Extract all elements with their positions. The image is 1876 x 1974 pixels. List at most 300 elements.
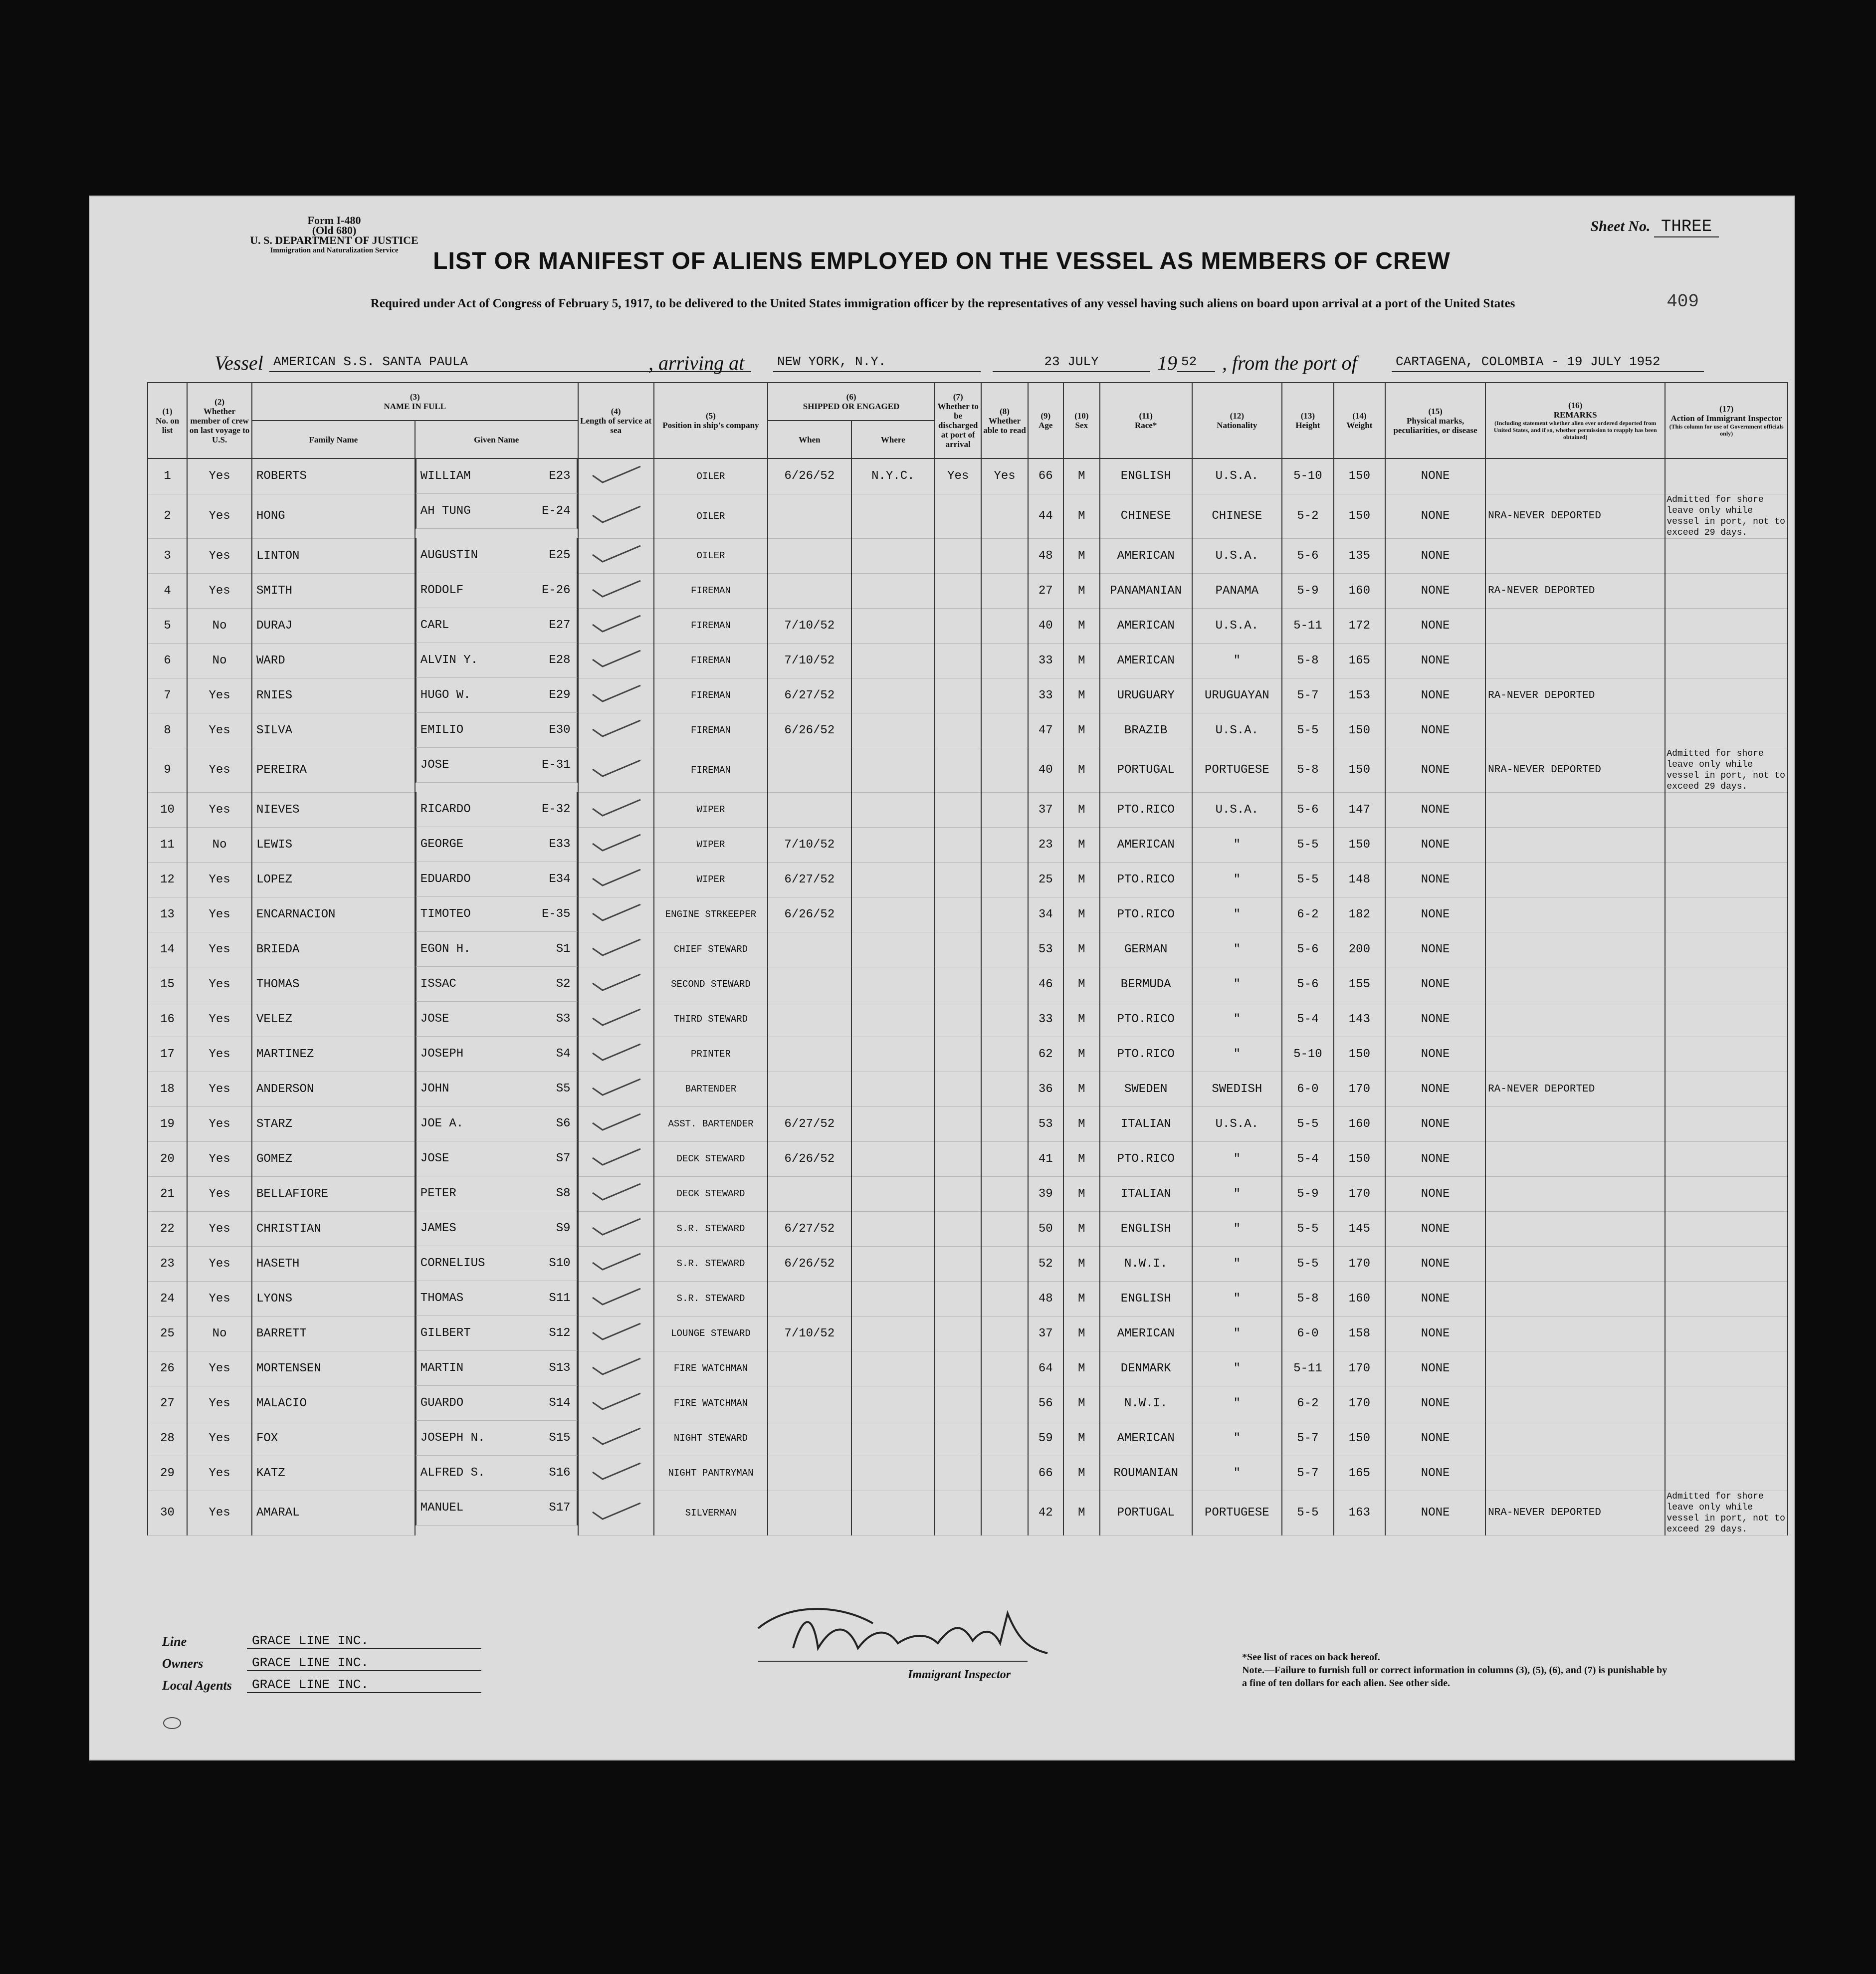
cell-row-number: 19 (148, 1106, 187, 1141)
cell-sex: M (1063, 792, 1100, 827)
cell-physical-marks: NONE (1385, 1037, 1485, 1072)
cell-row-number: 16 (148, 1002, 187, 1037)
cell-remarks: RA-NEVER DEPORTED (1485, 573, 1665, 608)
cell-discharged (935, 792, 981, 827)
cell-physical-marks: NONE (1385, 713, 1485, 748)
sheet-number (1590, 218, 1719, 236)
cell-able-to-read (981, 713, 1028, 748)
cell-family-name: LINTON (252, 538, 415, 573)
cell-physical-marks: NONE (1385, 932, 1485, 967)
cell-height: 5-5 (1282, 713, 1334, 748)
table-row (148, 1281, 1788, 1316)
cell-given-name (416, 862, 578, 897)
inspector-label: Immigrant Inspector (908, 1668, 1011, 1681)
cell-family-name: AMARAL (252, 1491, 415, 1535)
crew-code: S2 (556, 977, 571, 991)
cell-height: 5-5 (1282, 1491, 1334, 1535)
cell-nationality: " (1192, 1351, 1282, 1386)
cell-inspector-action (1665, 643, 1788, 678)
cell-height: 5-6 (1282, 538, 1334, 573)
cell-sex: M (1063, 1176, 1100, 1211)
cell-sex: M (1063, 827, 1100, 862)
cell-age: 64 (1028, 1351, 1063, 1386)
cell-crew-member: Yes (187, 494, 252, 538)
service: Immigration and Naturalization Service (270, 246, 399, 254)
voyage-line (214, 346, 1721, 374)
cell-physical-marks: NONE (1385, 1176, 1485, 1211)
cell-row-number: 6 (148, 643, 187, 678)
cell-able-to-read (981, 643, 1028, 678)
cell-nationality: U.S.A. (1192, 538, 1282, 573)
cell-shipped-where (851, 1281, 935, 1316)
cell-able-to-read (981, 1316, 1028, 1351)
col-remarks-header: (16) REMARKS (Including statement whether alien ever ordered deported from United States, and if so, whether permission to reapply has been obtained) (1485, 383, 1665, 458)
cell-position: ASST. BARTENDER (654, 1106, 768, 1141)
cell-row-number: 25 (148, 1316, 187, 1351)
cell-inspector-action (1665, 1211, 1788, 1246)
cell-sex: M (1063, 1316, 1100, 1351)
cell-remarks (1485, 862, 1665, 897)
cell-row-number: 1 (148, 458, 187, 494)
crew-code: S10 (549, 1257, 571, 1270)
cell-row-number: 2 (148, 494, 187, 538)
cell-physical-marks: NONE (1385, 827, 1485, 862)
cell-age: 39 (1028, 1176, 1063, 1211)
cell-shipped-where (851, 1491, 935, 1535)
cell-family-name: BELLAFIORE (252, 1176, 415, 1211)
cell-given-name (416, 1281, 578, 1316)
cell-sex: M (1063, 608, 1100, 643)
cell-able-to-read (981, 748, 1028, 792)
cell-age: 33 (1028, 1002, 1063, 1037)
given-name-text: MANUEL (420, 1501, 464, 1515)
cell-family-name: NIEVES (252, 792, 415, 827)
cell-weight: 148 (1334, 862, 1386, 897)
cell-inspector-action (1665, 1072, 1788, 1106)
cell-physical-marks: NONE (1385, 1351, 1485, 1386)
cell-given-name (416, 967, 578, 1002)
col-number-header: (1) No. on list (148, 383, 187, 458)
cell-position: NIGHT STEWARD (654, 1421, 768, 1456)
cell-weight: 172 (1334, 608, 1386, 643)
cell-service-length (578, 827, 654, 862)
checkmark-icon (589, 868, 643, 887)
cell-race: AMERICAN (1100, 827, 1192, 862)
cell-row-number: 27 (148, 1386, 187, 1421)
given-name-text: EMILIO (420, 723, 464, 737)
cell-shipped-when (768, 494, 851, 538)
cell-weight: 145 (1334, 1211, 1386, 1246)
cell-weight: 200 (1334, 932, 1386, 967)
owners-value: GRACE LINE INC. (247, 1655, 481, 1671)
given-name-text: GEORGE (420, 838, 464, 851)
page-title: LIST OR MANIFEST OF ALIENS EMPLOYED ON THE VESSEL AS MEMBERS OF CREW (433, 248, 1451, 274)
cell-service-length (578, 643, 654, 678)
cell-remarks (1485, 538, 1665, 573)
cell-shipped-where (851, 1037, 935, 1072)
cell-race: PTO.RICO (1100, 862, 1192, 897)
cell-age: 50 (1028, 1211, 1063, 1246)
checkmark-icon (589, 544, 643, 564)
vessel-label: Vessel (214, 352, 263, 374)
cell-nationality: PORTUGESE (1192, 748, 1282, 792)
cell-family-name: LOPEZ (252, 862, 415, 897)
crew-table (147, 382, 1788, 1535)
cell-remarks: RA-NEVER DEPORTED (1485, 678, 1665, 713)
cell-position: PRINTER (654, 1037, 768, 1072)
cell-nationality: " (1192, 932, 1282, 967)
cell-row-number: 10 (148, 792, 187, 827)
crew-code: S8 (556, 1187, 571, 1200)
given-name-text: TIMOTEO (420, 907, 471, 921)
cell-sex: M (1063, 862, 1100, 897)
cell-remarks (1485, 1176, 1665, 1211)
cell-position: LOUNGE STEWARD (654, 1316, 768, 1351)
crew-code: E25 (549, 549, 571, 562)
cell-sex: M (1063, 678, 1100, 713)
cell-physical-marks: NONE (1385, 1456, 1485, 1491)
cell-position: FIREMAN (654, 643, 768, 678)
cell-race: ENGLISH (1100, 1211, 1192, 1246)
cell-race: AMERICAN (1100, 1421, 1192, 1456)
cell-family-name: MORTENSEN (252, 1351, 415, 1386)
cell-family-name: LEWIS (252, 827, 415, 862)
cell-physical-marks: NONE (1385, 494, 1485, 538)
table-row (148, 932, 1788, 967)
table-row (148, 967, 1788, 1002)
cell-service-length (578, 494, 654, 538)
cell-given-name (416, 494, 578, 529)
cell-discharged (935, 538, 981, 573)
cell-shipped-when: 7/10/52 (768, 1316, 851, 1351)
table-row (148, 792, 1788, 827)
cell-crew-member: Yes (187, 1176, 252, 1211)
cell-inspector-action: Admitted for shore leave only while vessel in port, not to exceed 29 days. (1665, 494, 1788, 538)
cell-age: 66 (1028, 458, 1063, 494)
table-row (148, 1002, 1788, 1037)
cell-nationality: " (1192, 967, 1282, 1002)
given-name-text: THOMAS (420, 1292, 464, 1305)
cell-age: 48 (1028, 538, 1063, 573)
cell-weight: 170 (1334, 1386, 1386, 1421)
given-name-text: ALFRED S. (420, 1466, 485, 1480)
cell-race: AMERICAN (1100, 608, 1192, 643)
cell-race: PTO.RICO (1100, 1037, 1192, 1072)
cell-race: PTO.RICO (1100, 897, 1192, 932)
cell-race: PTO.RICO (1100, 1002, 1192, 1037)
table-row (148, 1211, 1788, 1246)
cell-given-name (416, 1421, 578, 1456)
given-name-text: WILLIAM (420, 469, 471, 483)
cell-position: DECK STEWARD (654, 1176, 768, 1211)
cell-inspector-action (1665, 1141, 1788, 1176)
cell-shipped-where (851, 1106, 935, 1141)
cell-remarks (1485, 1246, 1665, 1281)
cell-family-name: SILVA (252, 713, 415, 748)
page-subtitle: Required under Act of Congress of February 5, 1917, to be delivered to the United States immigration officer by the representatives of any vessel having such aliens on board upon arrival at a port of the United States (370, 297, 1515, 310)
cell-given-name (416, 1176, 578, 1211)
given-name-text: AH TUNG (420, 504, 471, 518)
cell-sex: M (1063, 1246, 1100, 1281)
cell-able-to-read (981, 538, 1028, 573)
cell-family-name: MARTINEZ (252, 1037, 415, 1072)
cell-crew-member: No (187, 643, 252, 678)
cell-shipped-when: 6/26/52 (768, 1141, 851, 1176)
cell-weight: 170 (1334, 1351, 1386, 1386)
cell-height: 5-11 (1282, 1351, 1334, 1386)
checkmark-icon (589, 1252, 643, 1272)
cell-shipped-where (851, 1351, 935, 1386)
cell-age: 53 (1028, 932, 1063, 967)
cell-service-length (578, 1176, 654, 1211)
given-name-text: JOSE (420, 758, 449, 772)
cell-position: ENGINE STRKEEPER (654, 897, 768, 932)
cell-position: FIREMAN (654, 748, 768, 792)
cell-weight: 182 (1334, 897, 1386, 932)
given-name-text: ISSAC (420, 977, 456, 991)
crew-code: S6 (556, 1117, 571, 1130)
cell-shipped-where (851, 967, 935, 1002)
cell-physical-marks: NONE (1385, 1421, 1485, 1456)
given-name-text: GILBERT (420, 1326, 471, 1340)
cell-height: 5-4 (1282, 1141, 1334, 1176)
cell-race: BRAZIB (1100, 713, 1192, 748)
crew-code: E33 (549, 838, 571, 851)
col-name-header: (3) NAME IN FULL (252, 383, 578, 421)
crew-code: E28 (549, 654, 571, 667)
cell-physical-marks: NONE (1385, 1106, 1485, 1141)
cell-row-number: 7 (148, 678, 187, 713)
crew-code: E29 (549, 688, 571, 702)
table-row (148, 538, 1788, 573)
cell-service-length (578, 1072, 654, 1106)
form-number: Form I-480 (307, 214, 361, 226)
cell-height: 5-7 (1282, 678, 1334, 713)
cell-crew-member: No (187, 1316, 252, 1351)
cell-able-to-read (981, 792, 1028, 827)
given-name-text: JOSE (420, 1152, 449, 1165)
col-crew-header: (2) Whether member of crew on last voyage to U.S. (187, 383, 252, 458)
cell-height: 5-5 (1282, 862, 1334, 897)
cell-shipped-when (768, 538, 851, 573)
cell-shipped-where (851, 1421, 935, 1456)
cell-row-number: 18 (148, 1072, 187, 1106)
cell-discharged (935, 1072, 981, 1106)
cell-nationality: PORTUGESE (1192, 1491, 1282, 1535)
cell-physical-marks: NONE (1385, 1002, 1485, 1037)
cell-crew-member: Yes (187, 1386, 252, 1421)
checkmark-icon (589, 1077, 643, 1097)
cell-able-to-read (981, 1141, 1028, 1176)
cell-remarks (1485, 1211, 1665, 1246)
cell-able-to-read (981, 1211, 1028, 1246)
checkmark-icon (589, 902, 643, 922)
cell-shipped-when: 7/10/52 (768, 643, 851, 678)
cell-height: 5-8 (1282, 643, 1334, 678)
cell-service-length (578, 1037, 654, 1072)
cell-position: S.R. STEWARD (654, 1246, 768, 1281)
cell-crew-member: Yes (187, 1281, 252, 1316)
checkmark-icon (589, 1042, 643, 1062)
given-name-text: JOE A. (420, 1117, 464, 1130)
cell-height: 5-5 (1282, 1106, 1334, 1141)
cell-position: THIRD STEWARD (654, 1002, 768, 1037)
cell-able-to-read (981, 1072, 1028, 1106)
cell-shipped-where (851, 792, 935, 827)
cell-position: FIRE WATCHMAN (654, 1386, 768, 1421)
cell-shipped-when (768, 1037, 851, 1072)
cell-remarks (1485, 932, 1665, 967)
col-read-header: (8) Whether able to read (981, 383, 1028, 458)
cell-given-name (416, 827, 578, 862)
col-nationality-header: (12) Nationality (1192, 383, 1282, 458)
cell-nationality: U.S.A. (1192, 792, 1282, 827)
checkmark-icon (589, 833, 643, 853)
cell-physical-marks: NONE (1385, 1072, 1485, 1106)
cell-able-to-read (981, 967, 1028, 1002)
table-row (148, 458, 1788, 494)
cell-height: 5-5 (1282, 1246, 1334, 1281)
cell-shipped-when: 7/10/52 (768, 827, 851, 862)
cell-height: 5-9 (1282, 573, 1334, 608)
cell-height: 5-7 (1282, 1421, 1334, 1456)
table-row (148, 1037, 1788, 1072)
cell-row-number: 28 (148, 1421, 187, 1456)
cell-race: N.W.I. (1100, 1386, 1192, 1421)
cell-race: DENMARK (1100, 1351, 1192, 1386)
cell-remarks: RA-NEVER DEPORTED (1485, 1072, 1665, 1106)
cell-sex: M (1063, 748, 1100, 792)
cell-shipped-where (851, 1141, 935, 1176)
cell-race: PORTUGAL (1100, 1491, 1192, 1535)
cell-weight: 150 (1334, 1037, 1386, 1072)
table-row (148, 827, 1788, 862)
cell-discharged (935, 1002, 981, 1037)
cell-service-length (578, 1316, 654, 1351)
cell-shipped-when (768, 1072, 851, 1106)
given-name-text: JOSE (420, 1012, 449, 1026)
table-row (148, 1072, 1788, 1106)
line-value: GRACE LINE INC. (247, 1633, 481, 1649)
cell-physical-marks: NONE (1385, 1386, 1485, 1421)
from-label: , from the port of (1222, 352, 1357, 374)
cell-crew-member: Yes (187, 967, 252, 1002)
cell-sex: M (1063, 643, 1100, 678)
cell-service-length (578, 713, 654, 748)
cell-sex: M (1063, 1351, 1100, 1386)
cell-race: ENGLISH (1100, 458, 1192, 494)
checkmark-icon (589, 683, 643, 703)
cell-shipped-where (851, 1316, 935, 1351)
cell-inspector-action: Admitted for shore leave only while vessel in port, not to exceed 29 days. (1665, 1491, 1788, 1535)
checkmark-icon (589, 1321, 643, 1341)
cell-weight: 150 (1334, 827, 1386, 862)
cell-discharged (935, 827, 981, 862)
table-row (148, 897, 1788, 932)
cell-height: 5-8 (1282, 748, 1334, 792)
given-name-text: EDUARDO (420, 873, 471, 886)
cell-able-to-read (981, 827, 1028, 862)
crew-code: S13 (549, 1361, 571, 1375)
cell-crew-member: Yes (187, 748, 252, 792)
cell-nationality: " (1192, 1316, 1282, 1351)
cell-crew-member: Yes (187, 1002, 252, 1037)
cell-physical-marks: NONE (1385, 862, 1485, 897)
cell-nationality: " (1192, 1141, 1282, 1176)
cell-discharged (935, 713, 981, 748)
col-shipped-header: (6) SHIPPED OR ENGAGED (768, 383, 935, 421)
cell-weight: 143 (1334, 1002, 1386, 1037)
cell-nationality: " (1192, 643, 1282, 678)
cell-nationality: " (1192, 1281, 1282, 1316)
cell-shipped-where (851, 1002, 935, 1037)
departure-port: CARTAGENA, COLOMBIA - 19 JULY 1952 (1392, 354, 1704, 372)
cell-height: 5-10 (1282, 458, 1334, 494)
cell-family-name: ROBERTS (252, 458, 415, 494)
cell-race: ITALIAN (1100, 1106, 1192, 1141)
cell-age: 46 (1028, 967, 1063, 1002)
cell-nationality: " (1192, 1456, 1282, 1491)
cell-age: 37 (1028, 792, 1063, 827)
cell-shipped-when (768, 792, 851, 827)
cell-family-name: ANDERSON (252, 1072, 415, 1106)
cell-weight: 155 (1334, 967, 1386, 1002)
cell-discharged (935, 1281, 981, 1316)
agents-label: Local Agents (162, 1678, 232, 1693)
cell-able-to-read (981, 1456, 1028, 1491)
cell-inspector-action (1665, 1176, 1788, 1211)
cell-inspector-action (1665, 1351, 1788, 1386)
given-name-text: CARL (420, 619, 449, 632)
cell-discharged (935, 748, 981, 792)
cell-service-length (578, 1211, 654, 1246)
cell-weight: 147 (1334, 792, 1386, 827)
col-marks-header: (15) Physical marks, peculiarities, or disease (1385, 383, 1485, 458)
cell-discharged (935, 1106, 981, 1141)
cell-remarks (1485, 1002, 1665, 1037)
cell-service-length (578, 1281, 654, 1316)
cell-physical-marks: NONE (1385, 1491, 1485, 1535)
table-row (148, 862, 1788, 897)
cell-service-length (578, 967, 654, 1002)
cell-height: 5-10 (1282, 1037, 1334, 1072)
cell-given-name (416, 1386, 578, 1421)
cell-age: 33 (1028, 643, 1063, 678)
cell-age: 47 (1028, 713, 1063, 748)
cell-race: ROUMANIAN (1100, 1456, 1192, 1491)
cell-position: WIPER (654, 827, 768, 862)
cell-crew-member: Yes (187, 458, 252, 494)
cell-discharged (935, 1211, 981, 1246)
cell-physical-marks: NONE (1385, 748, 1485, 792)
col-race-header: (11) Race* (1100, 383, 1192, 458)
cell-inspector-action: Admitted for shore leave only while vessel in port, not to exceed 29 days. (1665, 748, 1788, 792)
cell-shipped-when (768, 967, 851, 1002)
cell-race: ENGLISH (1100, 1281, 1192, 1316)
cell-row-number: 30 (148, 1491, 187, 1535)
col-position-header: (5) Position in ship's company (654, 383, 768, 458)
cell-given-name (416, 1141, 578, 1176)
cell-race: CHINESE (1100, 494, 1192, 538)
cell-row-number: 13 (148, 897, 187, 932)
page-stamp: 409 (1667, 291, 1699, 312)
cell-inspector-action (1665, 1386, 1788, 1421)
checkmark-icon (589, 1287, 643, 1307)
cell-crew-member: Yes (187, 1072, 252, 1106)
sheet-label: Sheet No. (1590, 218, 1651, 234)
checkmark-icon (589, 1391, 643, 1411)
cell-age: 36 (1028, 1072, 1063, 1106)
